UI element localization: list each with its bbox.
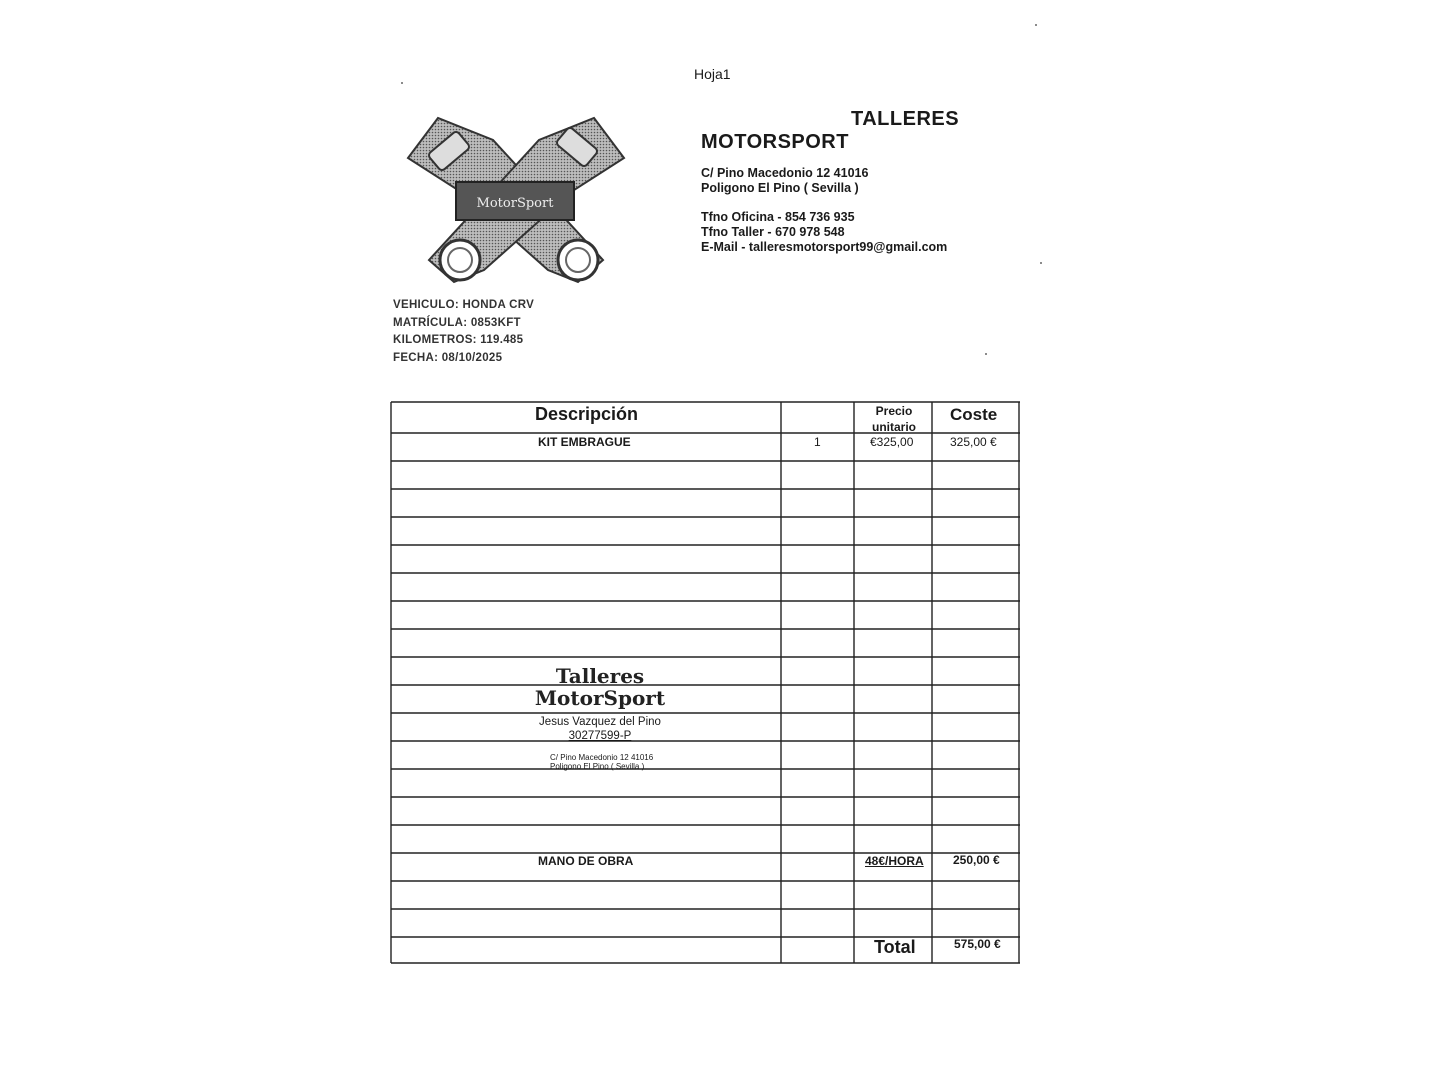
vehicle-date: FECHA: 08/10/2025 bbox=[393, 352, 503, 364]
stamp-address: C/ Pino Macedonio 12 41016 Poligono El Pino ( Sevilla ) bbox=[550, 753, 654, 771]
item-quantity: 1 bbox=[814, 435, 821, 449]
company-name-line2: MOTORSPORT bbox=[701, 131, 849, 153]
company-address-line2: Poligono El Pino ( Sevilla ) bbox=[701, 181, 859, 195]
sheet-name: Hoja1 bbox=[694, 66, 731, 82]
vehicle-plate: MATRÍCULA: 0853KFT bbox=[393, 317, 521, 329]
total-value: 575,00 € bbox=[954, 937, 1001, 951]
vehicle-km: KILOMETROS: 119.485 bbox=[393, 334, 524, 346]
header-unit-price: Precio unitario bbox=[872, 404, 916, 434]
labor-cost: 250,00 € bbox=[953, 853, 1000, 867]
table-grid bbox=[390, 401, 1022, 965]
company-phone-workshop: Tfno Taller - 670 978 548 bbox=[701, 225, 845, 239]
company-phone-office: Tfno Oficina - 854 736 935 bbox=[701, 210, 855, 224]
header-cost: Coste bbox=[950, 405, 998, 424]
company-email: E-Mail - talleresmotorsport99@gmail.com bbox=[701, 240, 948, 254]
company-name-line1: TALLERES bbox=[851, 108, 960, 130]
item-cost: 325,00 € bbox=[950, 435, 997, 449]
ring-left-icon bbox=[440, 240, 480, 280]
item-description: KIT EMBRAGUE bbox=[538, 435, 631, 449]
invoice-table bbox=[390, 401, 1022, 965]
ring-right-icon bbox=[558, 240, 598, 280]
header-description: Descripción bbox=[535, 404, 639, 424]
stamp-title: Talleres MotorSport bbox=[534, 664, 666, 710]
total-label: Total bbox=[874, 937, 916, 957]
vehicle-model: VEHICULO: HONDA CRV bbox=[393, 299, 535, 311]
company-logo bbox=[398, 110, 634, 288]
stamp-id: 30277599-P bbox=[568, 730, 632, 742]
logo-text: MotorSport bbox=[476, 196, 554, 211]
labor-unit-price: 48€/HORA bbox=[865, 854, 924, 868]
labor-description: MANO DE OBRA bbox=[538, 854, 634, 868]
item-unit-price: €325,00 bbox=[870, 435, 914, 449]
company-address-line1: C/ Pino Macedonio 12 41016 bbox=[701, 166, 869, 180]
stamp-name: Jesus Vazquez del Pino bbox=[539, 716, 661, 728]
